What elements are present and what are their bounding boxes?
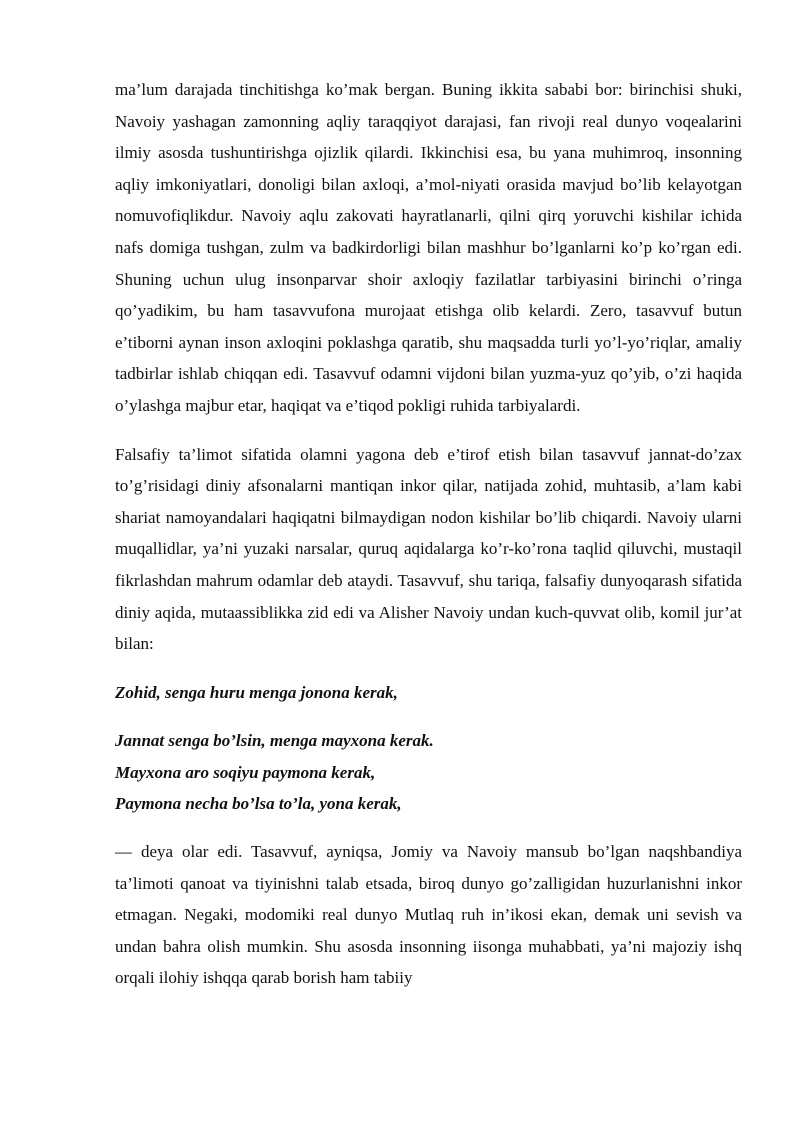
verse-line: Paymona necha bo’lsa to’la, yona kerak, bbox=[115, 794, 402, 814]
verse-block bbox=[115, 677, 742, 820]
verse-line: Mayxona aro soqiyu paymona kerak, bbox=[115, 762, 376, 782]
verse-line: Zohid, senga huru menga jonona kerak, bbox=[115, 682, 398, 702]
paragraph: Falsafiy ta’limot sifatida olamni yagona deb e’tirof etish bilan tasavvuf jannat-do’zax to’g’risidagi diniy afsonalarni mantiqan inkor qilar, natijada zohid, muhtasib, a’lam kabi shariat namoyandalari haqiqatni bilmaydigan nodon kishilar bo’lib chiqardi. Navoiy ularni muqallidlar, ya’ni yuzaki narsalar, quruq aqidalarga ko’r-ko’rona taqlid qiluvchi, mustaqil fikrlashdan mahrum odamlar deb ataydi. Tasavvuf, shu tariqa, falsafiy dunyoqarash sifatida diniy aqida, mutaassiblikka zid edi va Alisher Navoiy undan kuch-quvvat olib, komil jur’at bilan: bbox=[115, 444, 742, 654]
verse-line: Jannat senga bo’lsin, menga mayxona kerak. bbox=[115, 731, 434, 751]
paragraph: — deya olar edi. Tasavvuf, ayniqsa, Jomiy va Navoiy mansub bo’lgan naqshbandiya ta’limoti qanoat va tiyinishni talab etsada, biroq dunyo go’zalligidan huzurlanishni inkor etmagan. Negaki, modomiki real dunyo Mutlaq ruh in’ikosi ekan, demak uni sevish va undan bahra olish mumkin. Shu asosda insonning iisonga muhabbati, ya’ni majoziy ishq orqali ilohiy ishqqa qarab borish ham tabiiy bbox=[115, 842, 742, 988]
document-page bbox=[115, 74, 742, 994]
paragraph: ma’lum darajada tinchitishga ko’mak bergan. Buning ikkita sababi bor: birinchisi shuki, Navoiy yashagan zamonning aqliy taraqqiyot darajasi, fan rivoji real dunyo voqealarini ilmiy asosda tushuntirishga ojizlik qilardi. Ikkinchisi esa, bu yana muhimroq, insonning aqliy imkoniyatlari, donoligi bilan axloqi, a’mol-niyati orasida mavjud bo’lib kelayotgan nomuvofiqlikdur. Navoiy aqlu zakovati hayratlanarli, qilni qirq yoruvchi kishilar ichida nafs domiga tushgan, zulm va badkirdorligi bilan mashhur bo’lganlarni ko’p ko’rgan edi. Shuning uchun ulug insonparvar shoir axloqiy fazilatlar tarbiyasini birinchi o’ringa qo’yadikim, bu ham tasavvufona murojaat etishga olib kelardi. Zero, tasavvuf butun e’tiborni aynan inson axloqini poklashga qaratib, shu maqsadda turli yo’l-yo’riqlar, amaliy tadbirlar ishlab chiqqan edi. Tasavvuf odamni vijdoni bilan yuzma-yuz qo’yib, o’zi haqida o’ylashga majbur etar, haqiqat va e’tiqod pokligi ruhida tarbiyalardi. bbox=[115, 80, 742, 415]
